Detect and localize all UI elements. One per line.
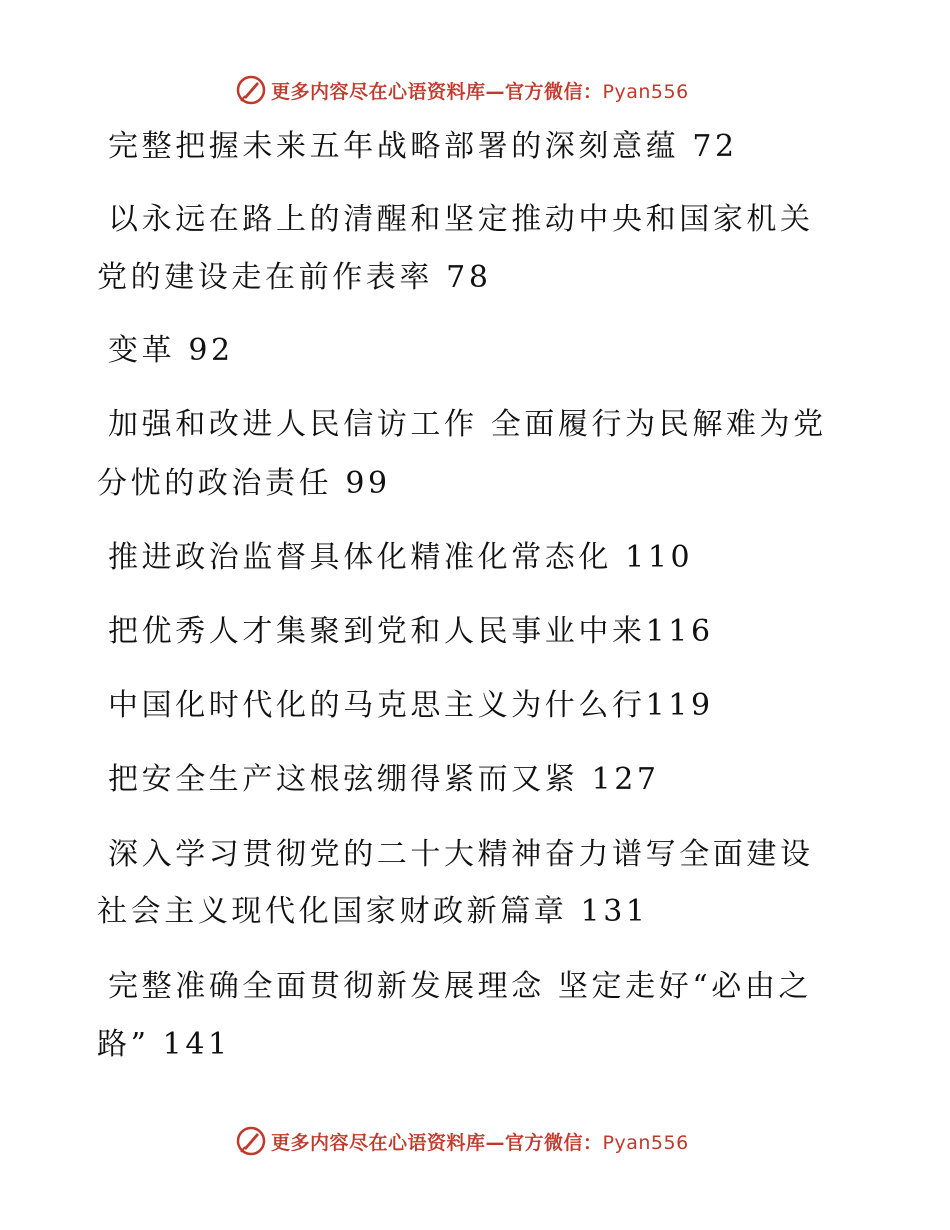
banner-contact: Pyan556 xyxy=(602,80,689,103)
toc-line: 中国化时代化的马克思主义为什么行119 xyxy=(108,688,714,723)
toc-line: 社会主义现代化国家财政新篇章 131 xyxy=(97,894,649,929)
header-banner xyxy=(235,73,689,107)
toc-line: 把安全生产这根弦绷得紧而又紧 127 xyxy=(108,762,660,797)
toc-line: 以永远在路上的清醒和坚定推动中央和国家机关 xyxy=(108,202,814,237)
quill-pen-circle-icon xyxy=(235,1125,267,1157)
toc-line: 加强和改进人民信访工作 全面履行为民解难为党 xyxy=(108,407,827,442)
banner-text: 更多内容尽在心语资料库—官方微信：Pyan556 xyxy=(271,80,689,103)
toc-line: 变革 92 xyxy=(108,333,234,368)
toc-line: 推进政治监督具体化精准化常态化 110 xyxy=(108,540,694,575)
quill-pen-circle-icon xyxy=(235,74,267,106)
toc-line: 党的建设走在前作表率 78 xyxy=(97,260,492,295)
banner-text: 更多内容尽在心语资料库—官方微信：Pyan556 xyxy=(271,1131,689,1154)
toc-line: 深入学习贯彻党的二十大精神奋力谱写全面建设 xyxy=(108,837,814,872)
toc-line: 路” 141 xyxy=(97,1027,231,1062)
toc-line: 分忧的政治责任 99 xyxy=(97,466,391,501)
toc-line: 把优秀人才集聚到党和人民事业中来116 xyxy=(108,614,714,649)
banner-contact: Pyan556 xyxy=(602,1131,689,1154)
toc-line: 完整准确全面贯彻新发展理念 坚定走好“必由之 xyxy=(108,969,813,1004)
footer-banner xyxy=(235,1124,689,1158)
toc-line: 完整把握未来五年战略部署的深刻意蕴 72 xyxy=(108,129,738,164)
